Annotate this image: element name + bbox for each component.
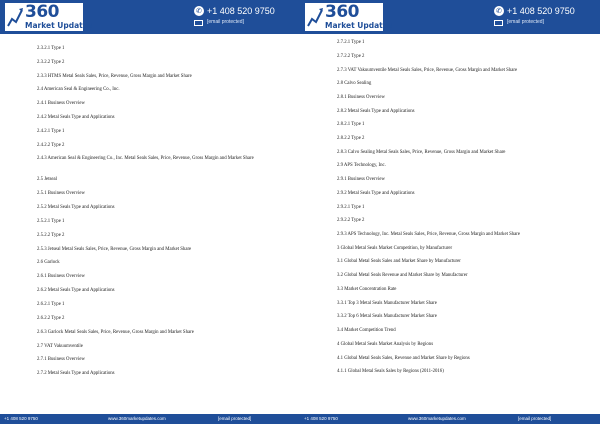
toc-item: 2.6 Garlock: [37, 260, 60, 265]
toc-item: 2.4.2.2 Type 2: [37, 143, 65, 148]
toc-item: 2.4.1 Business Overview: [37, 101, 85, 106]
toc-item: 2.8.1 Business Overview: [337, 95, 385, 100]
toc-item: 2.5.2 Metal Seals Type and Applications: [37, 205, 115, 210]
toc-item: 2.6.2.2 Type 2: [37, 316, 65, 321]
toc-item: 2.5.2.1 Type 1: [37, 219, 65, 224]
header-phone[interactable]: +1 408 520 9750: [207, 6, 275, 16]
phone-icon: ✆: [494, 6, 504, 16]
toc-item: 2.3.3 HTMS Metal Seals Sales, Price, Revenue, Gross Margin and Market Share: [37, 74, 192, 79]
toc-item: 2.7.2.1 Type 1: [337, 40, 365, 45]
toc-item: 3.1 Global Metal Seals Sales and Market Share by Manufacturer: [337, 259, 461, 264]
toc-item: 2.6.2 Metal Seals Type and Applications: [37, 288, 115, 293]
document-page-right: [300, 0, 600, 424]
footer-phone[interactable]: +1 408 520 9750: [4, 416, 38, 421]
toc-item: 2.4 American Seal & Engineering Co., Inc.: [37, 87, 120, 92]
toc-item: 2.8.3 Calvo Sealing Metal Seals Sales, Price, Revenue, Gross Margin and Market Share: [337, 150, 506, 155]
toc-item: 4.1.1 Global Metal Seals Sales by Regions (2011-2016): [337, 369, 444, 374]
toc-item: 2.3.2.2 Type 2: [37, 60, 65, 65]
toc-item: 3 Global Metal Seals Market Competition, by Manufacturer: [337, 246, 453, 251]
toc-item: 2.4.3 American Seal & Engineering Co., Inc. Metal Seals Sales, Price, Revenue, Gross Margin and Market Share: [37, 156, 254, 161]
logo-subtitle: Market Updates: [25, 21, 93, 30]
toc-item: 2.9.2.2 Type 2: [337, 218, 365, 223]
toc-item: 4.1 Global Metal Seals Sales, Revenue and Market Share by Regions: [337, 356, 470, 361]
toc-item: 2.8.2.2 Type 2: [337, 136, 365, 141]
toc-item: 2.5 Jetseal: [37, 177, 57, 182]
footer-phone[interactable]: +1 408 520 9750: [304, 416, 338, 421]
toc-item: 2.9 APS Technology, Inc.: [337, 163, 386, 168]
footer-email[interactable]: [email protected]: [218, 416, 252, 421]
header-phone[interactable]: +1 408 520 9750: [507, 6, 575, 16]
toc-item: 2.7.1 Business Overview: [37, 357, 85, 362]
toc-item: 2.7.2.2 Type 2: [337, 54, 365, 59]
toc-item: 2.5.2.2 Type 2: [37, 233, 65, 238]
toc-item: 4 Global Metal Seals Market Analysis by Regions: [337, 342, 434, 347]
toc-item: 3.3.2 Top 6 Metal Seals Manufacturer Market Share: [337, 314, 437, 319]
toc-item: 2.7.2 Metal Seals Type and Applications: [37, 371, 115, 376]
toc-item: 3.3 Market Concentration Rate: [337, 287, 397, 292]
logo-number: 360: [325, 2, 359, 22]
toc-item: 2.9.1 Business Overview: [337, 177, 385, 182]
footer-website[interactable]: www.360marketupdates.com: [108, 416, 166, 421]
toc-item: 2.5.1 Business Overview: [37, 191, 85, 196]
toc-item: 3.4 Market Competition Trend: [337, 328, 396, 333]
toc-item: 2.7 VAT Vakuumventile: [37, 344, 83, 349]
toc-item: 2.8.2.1 Type 1: [337, 122, 365, 127]
header-email[interactable]: [email protected]: [207, 19, 244, 25]
toc-item: 2.4.2 Metal Seals Type and Applications: [37, 115, 115, 120]
toc-item: 2.9.2.1 Type 1: [337, 205, 365, 210]
toc-item: 2.8.2 Metal Seals Type and Applications: [337, 109, 415, 114]
toc-item: 2.6.1 Business Overview: [37, 274, 85, 279]
page-footer: [0, 414, 300, 424]
toc-item: 2.6.2.1 Type 1: [37, 302, 65, 307]
footer-email[interactable]: [email protected]: [518, 416, 552, 421]
page-footer: [300, 414, 600, 424]
footer-website[interactable]: www.360marketupdates.com: [408, 416, 466, 421]
toc-item: 3.2 Global Metal Seals Revenue and Market Share by Manufacturer: [337, 273, 468, 278]
toc-item: 2.9.2 Metal Seals Type and Applications: [337, 191, 415, 196]
toc-item: 2.7.3 VAT Vakuumventile Metal Seals Sales, Price, Revenue, Gross Margin and Market Share: [337, 68, 518, 73]
header-email[interactable]: [email protected]: [507, 19, 544, 25]
table-of-contents: [300, 0, 600, 424]
toc-item: 2.3.2.1 Type 1: [37, 46, 65, 51]
logo-subtitle: Market Updates: [325, 21, 393, 30]
toc-item: 2.9.3 APS Technology, Inc. Metal Seals Sales, Price, Revenue, Gross Margin and Market Share: [337, 232, 521, 237]
toc-item: 2.4.2.1 Type 1: [37, 129, 65, 134]
toc-item: 2.6.3 Garlock Metal Seals Sales, Price, Revenue, Gross Margin and Market Share: [37, 330, 194, 335]
logo-number: 360: [25, 2, 59, 22]
toc-item: 2.8 Calvo Sealing: [337, 81, 372, 86]
toc-item: 3.3.1 Top 3 Metal Seals Manufacturer Market Share: [337, 301, 437, 306]
phone-icon: ✆: [194, 6, 204, 16]
toc-item: 2.5.3 Jetseal Metal Seals Sales, Price, Revenue, Gross Margin and Market Share: [37, 247, 192, 252]
